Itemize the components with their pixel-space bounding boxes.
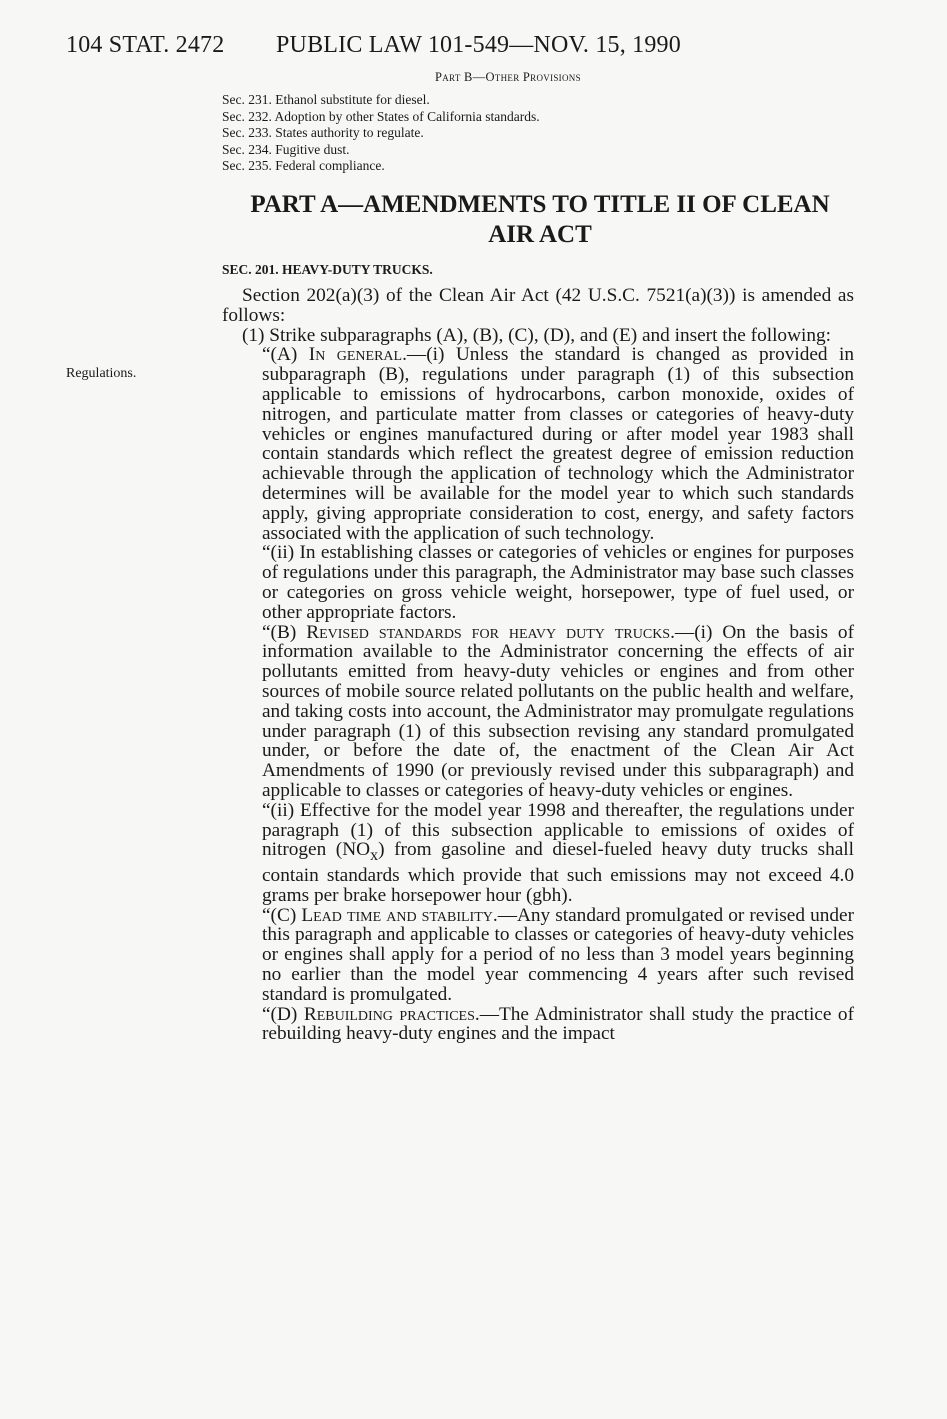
- subparagraph-a-lead: “(A): [262, 344, 309, 366]
- intro-paragraph: Section 202(a)(3) of the Clean Air Act (42 U.S.C. 7521(a)(3)) is amended as follows:: [222, 285, 854, 326]
- subparagraph-d-text: —The Administrator shall study the practice of rebuilding heavy-duty engines and the impact: [262, 1003, 854, 1045]
- subparagraph-d-title: Rebuilding practices.: [303, 1003, 480, 1025]
- section-body: [222, 286, 854, 1044]
- subparagraph-a-text: —(i) Unless the standard is changed as provided in subparagraph (B), regulations under paragraph (1) of this subsection applicable to emissions of hydrocarbons, carbon monoxide, oxides of nitrogen, and particulate matter from classes or categories of heavy-duty vehicles or engines manufactured during or after model year 1983 shall contain standards which reflect the greatest degree of emission reduction achievable through the application of technology which the Administrator determines will be available for the model year to which such standards apply, giving appropriate consideration to cost, energy, and safety factors associated with the application of such technology.: [262, 344, 854, 544]
- toc-part-b-title: Part B—Other Provisions: [435, 70, 581, 84]
- part-heading: [230, 190, 850, 250]
- subparagraph-b-title: Revised standards for heavy duty trucks.: [306, 621, 675, 643]
- toc-item: Sec. 231. Ethanol substitute for diesel.: [222, 92, 430, 107]
- subparagraph-b-text: —(i) On the basis of information available to the Administrator concerning the effects of air pollutants emitted from heavy-duty vehicles or engines and from other sources of mobile source related pollutants on the public health and welfare, and taking costs into account, the Administrator may promulgate regulations under paragraph (1) of this subsection revising any standard promulgated under, or before the date of, the enactment of the Clean Air Act Amendments of 1990 (or previously revised under this subparagraph) and applicable to classes or categories of heavy-duty vehicles or engines.: [262, 621, 854, 801]
- subparagraph-b: [222, 623, 854, 801]
- toc-item: Sec. 232. Adoption by other States of California standards.: [222, 108, 540, 124]
- subparagraph-b-ii-post: ) from gasoline and diesel-fueled heavy duty trucks shall contain standards which provide that such emissions may not exceed 4.0 grams per brake horsepower hour (gbh).: [262, 839, 854, 906]
- subparagraph-d-lead: “(D): [262, 1003, 304, 1025]
- law-reference: PUBLIC LAW 101-549—NOV. 15, 1990: [276, 32, 681, 58]
- subparagraph-d: [222, 1005, 854, 1045]
- toc-item: Sec. 234. Fugitive dust.: [222, 141, 350, 157]
- subparagraph-b-lead: “(B): [262, 621, 307, 643]
- subparagraph-c-lead: “(C): [262, 904, 302, 926]
- subparagraph-c-title: Lead time and stability.: [301, 904, 498, 926]
- subparagraph-b-ii: [222, 801, 854, 906]
- subparagraph-a: [222, 345, 854, 543]
- nox-subscript: x: [370, 847, 379, 865]
- page-reference: 104 STAT. 2472: [66, 32, 225, 58]
- toc-item: Sec. 235. Federal compliance.: [222, 158, 385, 173]
- toc-item: Sec. 233. States authority to regulate.: [222, 125, 424, 140]
- subparagraph-a-title: In general.: [308, 344, 407, 366]
- part-heading-line: AIR ACT: [488, 221, 592, 248]
- subparagraph-c: [222, 906, 854, 1005]
- part-heading-line: PART A—AMENDMENTS TO TITLE II OF CLEAN: [250, 191, 830, 218]
- table-of-contents: [222, 92, 540, 175]
- section-heading: SEC. 201. HEAVY-DUTY TRUCKS.: [222, 262, 433, 277]
- subparagraph-c-text: —Any standard promulgated or revised under this paragraph and applicable to classes or categories of heavy-duty vehicles or engines shall apply for a period of no less than 3 model years beginning no earlier than the model year commencing 4 years after such revised standard is promulgated.: [262, 904, 854, 1005]
- item-1-paragraph: (1) Strike subparagraphs (A), (B), (C), (D), and (E) and insert the following:: [242, 324, 831, 346]
- subparagraph-b-ii-pre: “(ii) Effective for the model year 1998 and thereafter, the regulations under paragraph (1) of this subsection applicable to emissions of oxides of nitrogen (NO: [262, 799, 854, 861]
- subparagraph-a-ii: “(ii) In establishing classes or categories of vehicles or engines for purposes of regulations under this paragraph, the Administrator may base such classes or categories on gross vehicle weight, horsepower, type of fuel used, or other appropriate factors.: [262, 542, 854, 623]
- margin-note: Regulations.: [66, 366, 137, 381]
